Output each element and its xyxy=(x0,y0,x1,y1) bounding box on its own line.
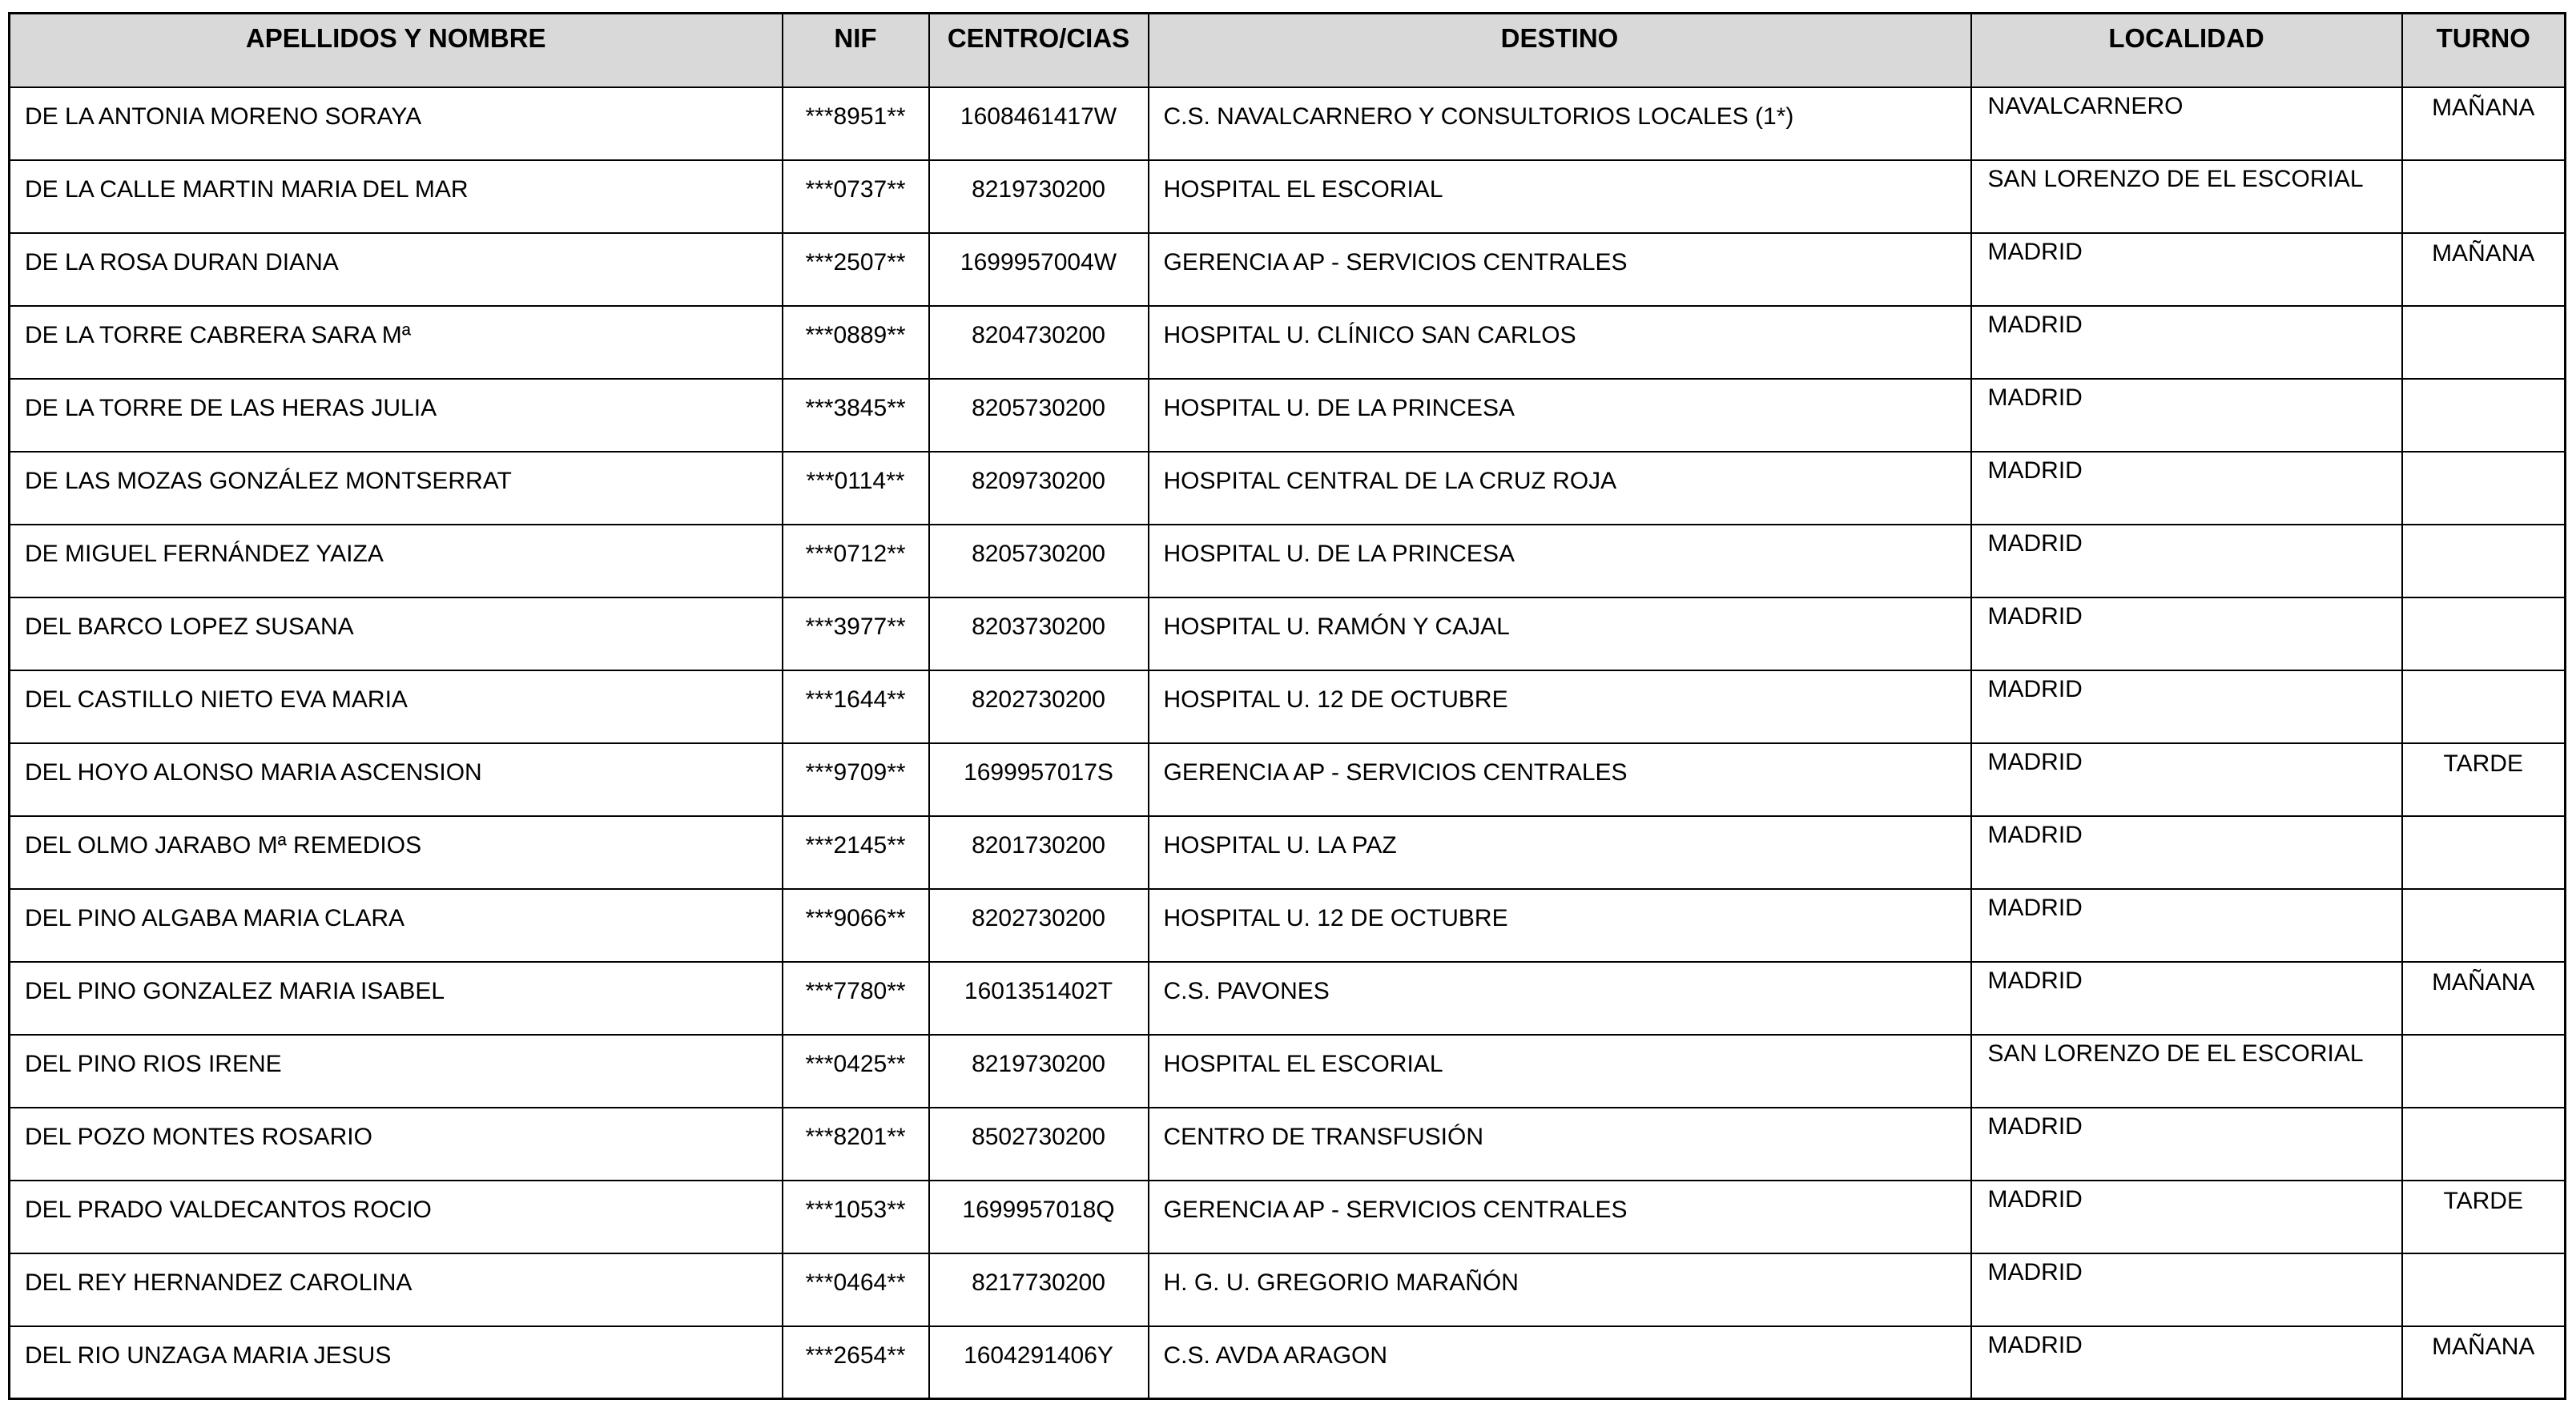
cell-nif: ***3845** xyxy=(783,379,929,452)
table-row xyxy=(10,160,2566,233)
cell-destino: HOSPITAL U. LA PAZ xyxy=(1149,816,1971,889)
cell-apellidos-nombre: DEL PRADO VALDECANTOS ROCIO xyxy=(10,1181,783,1253)
cell-apellidos-nombre: DE LA ANTONIA MORENO SORAYA xyxy=(10,87,783,160)
cell-apellidos-nombre: DE MIGUEL FERNÁNDEZ YAIZA xyxy=(10,525,783,597)
cell-nif: ***8951** xyxy=(783,87,929,160)
cell-turno: MAÑANA xyxy=(2402,962,2566,1035)
cell-localidad: MADRID xyxy=(1971,525,2402,597)
cell-turno xyxy=(2402,1108,2566,1181)
cell-apellidos-nombre: DE LA TORRE DE LAS HERAS JULIA xyxy=(10,379,783,452)
cell-apellidos-nombre: DE LA ROSA DURAN DIANA xyxy=(10,233,783,306)
cell-turno xyxy=(2402,1035,2566,1108)
cell-localidad: MADRID xyxy=(1971,452,2402,525)
table-row xyxy=(10,670,2566,743)
table-row xyxy=(10,597,2566,670)
cell-destino: C.S. NAVALCARNERO Y CONSULTORIOS LOCALES (1*) xyxy=(1149,87,1971,160)
cell-centro-cias: 8204730200 xyxy=(929,306,1149,379)
cell-nif: ***1053** xyxy=(783,1181,929,1253)
cell-localidad: SAN LORENZO DE EL ESCORIAL xyxy=(1971,160,2402,233)
cell-localidad: NAVALCARNERO xyxy=(1971,87,2402,160)
table-row xyxy=(10,816,2566,889)
cell-destino: HOSPITAL U. 12 DE OCTUBRE xyxy=(1149,889,1971,962)
cell-localidad: MADRID xyxy=(1971,816,2402,889)
cell-localidad: SAN LORENZO DE EL ESCORIAL xyxy=(1971,1035,2402,1108)
cell-destino: HOSPITAL U. RAMÓN Y CAJAL xyxy=(1149,597,1971,670)
cell-turno: TARDE xyxy=(2402,743,2566,816)
cell-centro-cias: 8219730200 xyxy=(929,160,1149,233)
cell-centro-cias: 1608461417W xyxy=(929,87,1149,160)
cell-destino: GERENCIA AP - SERVICIOS CENTRALES xyxy=(1149,743,1971,816)
cell-localidad: MADRID xyxy=(1971,597,2402,670)
table-row xyxy=(10,306,2566,379)
cell-centro-cias: 8203730200 xyxy=(929,597,1149,670)
cell-apellidos-nombre: DE LAS MOZAS GONZÁLEZ MONTSERRAT xyxy=(10,452,783,525)
cell-turno: TARDE xyxy=(2402,1181,2566,1253)
cell-centro-cias: 1699957017S xyxy=(929,743,1149,816)
cell-nif: ***0737** xyxy=(783,160,929,233)
cell-turno xyxy=(2402,816,2566,889)
cell-apellidos-nombre: DEL PINO RIOS IRENE xyxy=(10,1035,783,1108)
cell-nif: ***9709** xyxy=(783,743,929,816)
cell-nif: ***0114** xyxy=(783,452,929,525)
cell-turno: MAÑANA xyxy=(2402,87,2566,160)
cell-destino: GERENCIA AP - SERVICIOS CENTRALES xyxy=(1149,233,1971,306)
table-row xyxy=(10,1253,2566,1326)
table-row xyxy=(10,743,2566,816)
cell-destino: HOSPITAL U. DE LA PRINCESA xyxy=(1149,525,1971,597)
table-row xyxy=(10,452,2566,525)
cell-nif: ***9066** xyxy=(783,889,929,962)
cell-destino: CENTRO DE TRANSFUSIÓN xyxy=(1149,1108,1971,1181)
cell-localidad: MADRID xyxy=(1971,1181,2402,1253)
cell-destino: HOSPITAL CENTRAL DE LA CRUZ ROJA xyxy=(1149,452,1971,525)
cell-centro-cias: 1699957004W xyxy=(929,233,1149,306)
cell-nif: ***0889** xyxy=(783,306,929,379)
cell-centro-cias: 8217730200 xyxy=(929,1253,1149,1326)
cell-nif: ***2654** xyxy=(783,1326,929,1399)
cell-nif: ***2507** xyxy=(783,233,929,306)
cell-turno xyxy=(2402,597,2566,670)
cell-apellidos-nombre: DEL PINO GONZALEZ MARIA ISABEL xyxy=(10,962,783,1035)
table-row xyxy=(10,962,2566,1035)
cell-turno xyxy=(2402,452,2566,525)
cell-nif: ***3977** xyxy=(783,597,929,670)
cell-apellidos-nombre: DEL OLMO JARABO Mª REMEDIOS xyxy=(10,816,783,889)
cell-centro-cias: 1699957018Q xyxy=(929,1181,1149,1253)
cell-nif: ***7780** xyxy=(783,962,929,1035)
table-row xyxy=(10,379,2566,452)
cell-localidad: MADRID xyxy=(1971,743,2402,816)
cell-turno xyxy=(2402,160,2566,233)
cell-nif: ***0712** xyxy=(783,525,929,597)
cell-localidad: MADRID xyxy=(1971,1253,2402,1326)
cell-turno: MAÑANA xyxy=(2402,233,2566,306)
cell-turno xyxy=(2402,670,2566,743)
table-row xyxy=(10,1035,2566,1108)
cell-turno xyxy=(2402,1253,2566,1326)
cell-destino: GERENCIA AP - SERVICIOS CENTRALES xyxy=(1149,1181,1971,1253)
table-row xyxy=(10,233,2566,306)
cell-turno xyxy=(2402,889,2566,962)
cell-localidad: MADRID xyxy=(1971,889,2402,962)
col-header-nif: NIF xyxy=(783,14,929,87)
cell-centro-cias: 8202730200 xyxy=(929,889,1149,962)
col-header-apellidos-nombre: APELLIDOS Y NOMBRE xyxy=(10,14,783,87)
cell-apellidos-nombre: DEL BARCO LOPEZ SUSANA xyxy=(10,597,783,670)
cell-localidad: MADRID xyxy=(1971,962,2402,1035)
table-body xyxy=(10,87,2566,1399)
cell-centro-cias: 8202730200 xyxy=(929,670,1149,743)
cell-centro-cias: 8209730200 xyxy=(929,452,1149,525)
cell-centro-cias: 8502730200 xyxy=(929,1108,1149,1181)
cell-turno xyxy=(2402,525,2566,597)
cell-centro-cias: 8201730200 xyxy=(929,816,1149,889)
cell-destino: H. G. U. GREGORIO MARAÑÓN xyxy=(1149,1253,1971,1326)
cell-destino: C.S. PAVONES xyxy=(1149,962,1971,1035)
cell-destino: C.S. AVDA ARAGON xyxy=(1149,1326,1971,1399)
table-header xyxy=(10,14,2566,87)
cell-nif: ***2145** xyxy=(783,816,929,889)
table-row xyxy=(10,87,2566,160)
cell-nif: ***0425** xyxy=(783,1035,929,1108)
cell-localidad: MADRID xyxy=(1971,379,2402,452)
cell-apellidos-nombre: DE LA CALLE MARTIN MARIA DEL MAR xyxy=(10,160,783,233)
cell-localidad: MADRID xyxy=(1971,670,2402,743)
cell-localidad: MADRID xyxy=(1971,1326,2402,1399)
cell-nif: ***1644** xyxy=(783,670,929,743)
table-row xyxy=(10,1181,2566,1253)
cell-apellidos-nombre: DEL CASTILLO NIETO EVA MARIA xyxy=(10,670,783,743)
cell-destino: HOSPITAL U. CLÍNICO SAN CARLOS xyxy=(1149,306,1971,379)
cell-centro-cias: 1601351402T xyxy=(929,962,1149,1035)
cell-apellidos-nombre: DEL RIO UNZAGA MARIA JESUS xyxy=(10,1326,783,1399)
col-header-localidad: LOCALIDAD xyxy=(1971,14,2402,87)
col-header-destino: DESTINO xyxy=(1149,14,1971,87)
cell-turno: MAÑANA xyxy=(2402,1326,2566,1399)
table-row xyxy=(10,889,2566,962)
cell-turno xyxy=(2402,379,2566,452)
table-row xyxy=(10,1108,2566,1181)
cell-apellidos-nombre: DEL PINO ALGABA MARIA CLARA xyxy=(10,889,783,962)
cell-centro-cias: 1604291406Y xyxy=(929,1326,1149,1399)
cell-destino: HOSPITAL EL ESCORIAL xyxy=(1149,1035,1971,1108)
table-row xyxy=(10,525,2566,597)
cell-destino: HOSPITAL U. 12 DE OCTUBRE xyxy=(1149,670,1971,743)
cell-turno xyxy=(2402,306,2566,379)
cell-nif: ***0464** xyxy=(783,1253,929,1326)
cell-apellidos-nombre: DEL POZO MONTES ROSARIO xyxy=(10,1108,783,1181)
cell-destino: HOSPITAL EL ESCORIAL xyxy=(1149,160,1971,233)
cell-destino: HOSPITAL U. DE LA PRINCESA xyxy=(1149,379,1971,452)
cell-localidad: MADRID xyxy=(1971,1108,2402,1181)
header-row xyxy=(10,14,2566,87)
cell-centro-cias: 8205730200 xyxy=(929,525,1149,597)
staff-assignment-table xyxy=(8,12,2566,1400)
cell-centro-cias: 8205730200 xyxy=(929,379,1149,452)
col-header-turno: TURNO xyxy=(2402,14,2566,87)
table-row xyxy=(10,1326,2566,1399)
cell-localidad: MADRID xyxy=(1971,306,2402,379)
cell-nif: ***8201** xyxy=(783,1108,929,1181)
cell-localidad: MADRID xyxy=(1971,233,2402,306)
cell-centro-cias: 8219730200 xyxy=(929,1035,1149,1108)
cell-apellidos-nombre: DEL HOYO ALONSO MARIA ASCENSION xyxy=(10,743,783,816)
cell-apellidos-nombre: DEL REY HERNANDEZ CAROLINA xyxy=(10,1253,783,1326)
cell-apellidos-nombre: DE LA TORRE CABRERA SARA Mª xyxy=(10,306,783,379)
col-header-centro-cias: CENTRO/CIAS xyxy=(929,14,1149,87)
